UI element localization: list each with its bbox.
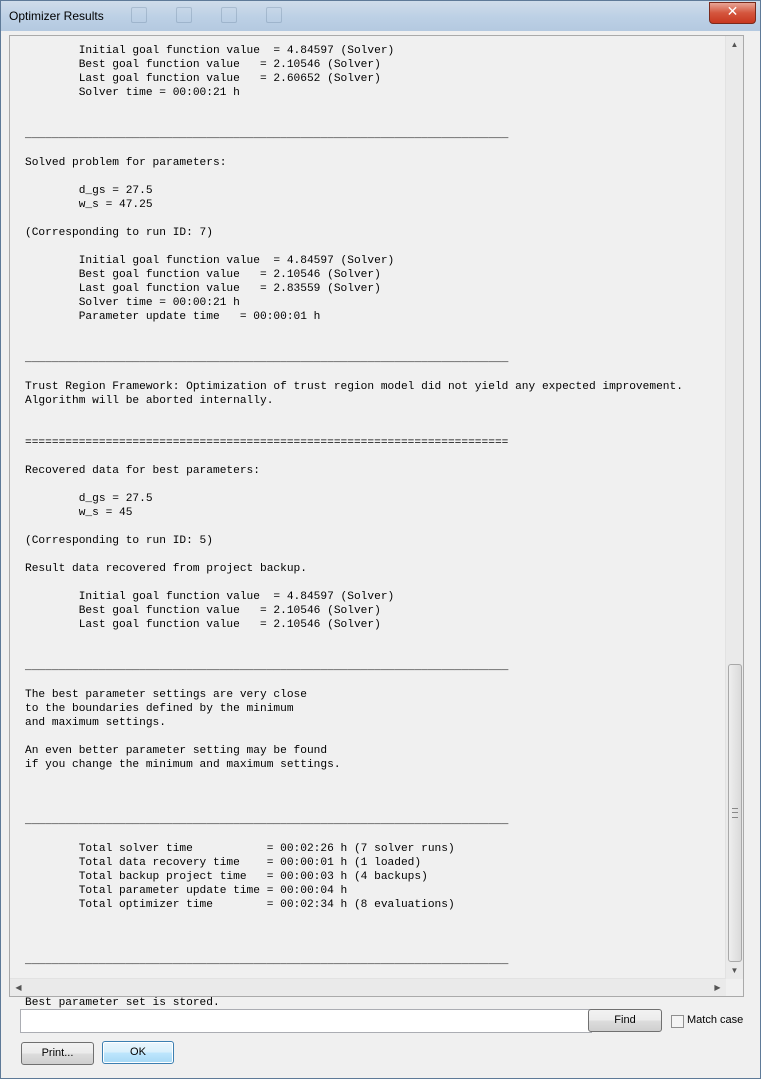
title-bar[interactable] — [1, 1, 760, 31]
scroll-up-arrow-icon[interactable]: ▲ — [730, 40, 739, 49]
vertical-scroll-thumb[interactable] — [728, 664, 742, 962]
background-toolbar-icon — [131, 7, 147, 23]
dialog-client-area — [7, 31, 754, 1071]
ok-button[interactable]: OK — [102, 1041, 174, 1064]
results-log-text: Initial goal function value = 4.84597 (Solver) Best goal function value = 2.10546 (Solver) Last goal function value = 2.60652 (Solver) Solver time = 00:00:21 h ________________________________________________________________________ Solved problem for parameters: d_gs = 27.5 w_s = 47.25 (Corresponding to run ID: 7) Initial goal function value = 4.84597 (Solver) Best goal function value = 2.10546 (Solver) Last goal function value = 2.83559 (Solver) Solver time = 00:00:21 h Parameter update time = 00:00:01 h ________________________________________________________________________ Trust Region Framework: Optimization of trust region model did not yield any expected improvement. Algorithm will be aborted internally. ======================================================================== Recovered data for best parameters: d_gs = 27.5 w_s = 45 (Corresponding to run ID: 5) Result data recovered from project backup. Initial goal function value = 4.84597 (Solver) Best goal function value = 2.10546 (Solver) Last goal function value = 2.10546 (Solver) ________________________________________________________________________ The best parameter settings are very close to the boundaries defined by the minimum and maximum settings. An even better parameter setting may be found if you change the minimum and maximum settings. ________________________________________________________________________ Total solver time = 00:02:26 h (7 solver runs) Total data recovery time = 00:00:01 h (1 loaded) Total backup project time = 00:00:03 h (4 backups) Total parameter update time = 00:00:04 h Total optimizer time = 00:02:34 h (8 evaluations) ________________________________________________________________________ Best parameter set is stored. — [25, 45, 683, 1009]
scroll-down-arrow-icon[interactable]: ▼ — [730, 966, 739, 975]
horizontal-scrollbar[interactable] — [10, 978, 726, 996]
checkbox-icon[interactable] — [671, 1015, 684, 1028]
background-toolbar-icon — [266, 7, 282, 23]
scroll-left-arrow-icon[interactable]: ◀ — [15, 983, 22, 992]
vertical-scrollbar[interactable] — [725, 36, 743, 979]
close-button[interactable]: ✕ — [709, 2, 756, 24]
results-text-area[interactable] — [9, 35, 744, 1009]
search-input[interactable] — [20, 1009, 592, 1033]
window-title: Optimizer Results — [9, 9, 104, 23]
scrollbar-corner — [726, 979, 743, 996]
background-toolbar-icon — [176, 7, 192, 23]
find-button[interactable]: Find — [588, 1009, 662, 1032]
scroll-right-arrow-icon[interactable]: ▶ — [714, 983, 721, 992]
print-button[interactable]: Print... — [21, 1042, 94, 1065]
scroll-grip-icon — [732, 808, 738, 818]
match-case-label: Match case — [687, 1014, 744, 1026]
background-toolbar-icon — [221, 7, 237, 23]
